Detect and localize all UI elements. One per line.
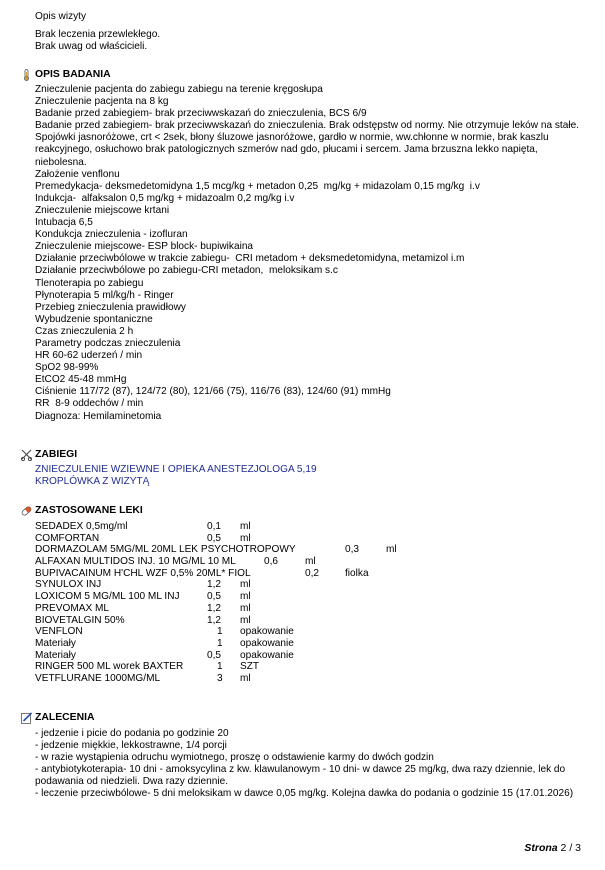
medication-row: [35, 615, 585, 627]
medication-unit: ml: [240, 614, 251, 626]
procedure-item: ZNIECZULENIE WZIEWNE I OPIEKA ANESTEZJOLOGA 5,19: [35, 464, 317, 475]
medication-name: VETFLURANE 1000MG/ML: [35, 672, 161, 684]
section-title-text: ZASTOSOWANE LEKI: [35, 505, 143, 516]
medication-qty: 0,5: [207, 532, 222, 544]
section-title-text: ZABIEGI: [35, 449, 78, 460]
medication-unit: ml: [240, 602, 251, 614]
visit-description-heading: Opis wizyty: [35, 11, 87, 22]
exam-line: Działanie przeciwbólowe w trakcie zabiegu- CRI metadom + deksmedetomidyna, metamizol i.m: [35, 253, 465, 265]
exam-line: Znieczulenie miejscowe krtani: [35, 204, 170, 216]
medication-qty: 1: [217, 626, 223, 638]
medication-name: Materiały: [35, 649, 76, 661]
scissors-icon: [21, 449, 32, 461]
section-zabiegi-title: [21, 449, 77, 461]
medication-name: RINGER 500 ML worek BAXTER: [35, 661, 184, 673]
exam-line: Przebieg znieczulenia prawidłowy: [35, 301, 186, 313]
exam-line: Ciśnienie 117/72 (87), 124/72 (80), 121/66 (75), 116/76 (83), 124/60 (91) mmHg: [35, 386, 391, 398]
medication-unit: ml: [240, 532, 251, 544]
page-separator: /: [569, 842, 573, 854]
recommendation-item: - antybiotykoterapia- 10 dni - amoksycylina z kw. klawulanowym - 10 dni- w dawce 25 mg/kg, dwa razy dziennie, lek do podawania od niedzieli. Dwa razy dziennie.: [35, 764, 566, 788]
pill-icon: [21, 505, 32, 517]
page-number: [524, 842, 581, 854]
procedure-item: KROPLÓWKA Z WIZYTĄ: [35, 476, 150, 488]
medication-row: [35, 568, 585, 580]
medication-unit: ml: [240, 672, 251, 684]
exam-line: Badanie przed zabiegiem- brak przeciwwskazań do znieczulenia, BCS 6/9: [35, 108, 367, 120]
medication-name: SEDADEX 0,5mg/ml: [35, 521, 128, 532]
recommendations-list: [35, 728, 585, 801]
exam-line: Diagnoza: Hemilaminetomia: [35, 410, 162, 422]
medication-row: [35, 673, 585, 685]
medication-unit: fiolka: [345, 567, 369, 579]
exam-description: [35, 84, 585, 423]
exam-line: Działanie przeciwbólowe po zabiegu-CRI metadon, meloksikam s.c: [35, 265, 338, 277]
medication-name: BIOVETALGIN 50%: [35, 614, 125, 626]
medication-row: [35, 579, 585, 591]
exam-line: Premedykacja- deksmedetomidyna 1,5 mcg/kg + metadon 0,25 mg/kg + midazolam 0,15 mg/kg i.v: [35, 180, 480, 192]
page-label: Strona: [524, 842, 558, 854]
pencil-note-icon: [21, 712, 32, 724]
medication-row: [35, 661, 585, 673]
section-title-text: OPIS BADANIA: [35, 69, 111, 80]
exam-line: Tlenoterapia po zabiegu: [35, 277, 144, 289]
medication-qty: 0,2: [305, 567, 320, 579]
medication-qty: 3: [217, 672, 223, 684]
visit-description-line: Brak leczenia przewlekłego.: [35, 29, 161, 41]
medication-row: [35, 521, 585, 533]
medication-qty: 0,3: [345, 544, 360, 556]
exam-line: EtCO2 45-48 mmHg: [35, 374, 127, 386]
exam-line: Znieczulenie pacjenta do zabiegu zabiegu na terenie kręgosłupa: [35, 84, 323, 95]
exam-line: Znieczulenie pacjenta na 8 kg: [35, 96, 169, 108]
recommendation-item: - jedzenie miękkie, lekkostrawne, 1/4 porcji: [35, 740, 227, 752]
exam-line: Płynoterapia 5 ml/kg/h - Ringer: [35, 289, 174, 301]
recommendation-item: - w razie wystąpienia odruchu wymiotnego, proszę o odstawienie karmy do dwóch godzin: [35, 752, 434, 764]
medication-unit: ml: [305, 556, 316, 568]
medication-qty: 0,1: [207, 521, 222, 532]
section-leki-title: [21, 505, 143, 517]
medication-row: [35, 638, 585, 650]
exam-line: Parametry podczas znieczulenia: [35, 337, 181, 349]
exam-line: Kondukcja znieczulenia - izofluran: [35, 229, 188, 241]
visit-description: [35, 11, 160, 53]
visit-description-line: Brak uwag od właścicieli.: [35, 41, 148, 53]
medication-unit: opakowanie: [240, 637, 294, 649]
section-zalecenia-title: [21, 712, 94, 724]
medication-name: DORMAZOLAM 5MG/ML 20ML LEK PSYCHOTROPOWY: [35, 544, 296, 556]
recommendation-item: - jedzenie i picie do podania po godzinie 20: [35, 728, 229, 739]
exam-line: RR 8-9 oddechów / min: [35, 398, 144, 410]
medication-name: BUPIVACAINUM H'CHL WZF 0,5% 20ML* FIOL: [35, 567, 251, 579]
exam-line-wrapped: Badanie przed zabiegiem- brak przeciwwskazań do znieczulenia. Brak odstępstw od normy. Nie otrzymuje leków na stałe. Spojówki jasnoróżowe, crt < 2sek, błony śluzowe jasnoróżowe, gardło w normie, ww.chłonne w normie, brak kaszlu reakcyjnego, osłuchowo brak patologicznych szmerów nad gdo, płucami i sercem. Jama brzuszna lekko napięta, niebolesna.: [35, 120, 580, 168]
medication-name: PREVOMAX ML: [35, 602, 110, 614]
medication-qty: 1: [217, 637, 223, 649]
medication-unit: SZT: [240, 661, 260, 673]
medication-qty: 0,5: [207, 591, 222, 603]
exam-line: Czas znieczulenia 2 h: [35, 325, 134, 337]
thermometer-icon: [21, 69, 32, 81]
medication-row: [35, 650, 585, 662]
exam-line: Założenie venflonu: [35, 168, 120, 180]
medication-name: COMFORTAN: [35, 532, 100, 544]
medication-row: [35, 544, 585, 556]
procedures-list: [35, 464, 585, 488]
medication-name: LOXICOM 5 MG/ML 100 ML INJ: [35, 591, 180, 603]
medication-name: ALFAXAN MULTIDOS INJ. 10 MG/ML 10 ML: [35, 556, 236, 568]
medication-qty: 1,2: [207, 602, 222, 614]
medication-qty: 1,2: [207, 579, 222, 591]
exam-line: Wybudzenie spontaniczne: [35, 313, 153, 325]
medication-unit: opakowanie: [240, 626, 294, 638]
exam-line: SpO2 98-99%: [35, 362, 99, 374]
medication-row: [35, 603, 585, 615]
section-title-text: ZALECENIA: [35, 712, 95, 723]
exam-line: Znieczulenie miejscowe- ESP block- bupiwikaina: [35, 241, 254, 253]
medication-name: Materiały: [35, 637, 76, 649]
medication-name: VENFLON: [35, 626, 83, 638]
page-total: 3: [575, 842, 581, 854]
exam-line: HR 60-62 uderzeń / min: [35, 350, 143, 362]
recommendation-item: - leczenie przeciwbólowe- 5 dni meloksikam w dawce 0,05 mg/kg. Kolejna dawka do podania o godzinie 15 (17.01.2026): [35, 788, 574, 800]
medication-row: [35, 533, 585, 545]
medication-unit: opakowanie: [240, 649, 294, 661]
page-current: 2: [560, 842, 567, 854]
medication-row: [35, 626, 585, 638]
medication-row: [35, 556, 585, 568]
medication-unit: ml: [240, 521, 251, 532]
medication-unit: ml: [240, 579, 251, 591]
medications-table: [35, 521, 585, 685]
exam-line: Indukcja- alfaksalon 0,5 mg/kg + midazoalm 0,2 mg/kg i.v: [35, 192, 295, 204]
medication-qty: 0,5: [207, 649, 222, 661]
medication-qty: 1: [217, 661, 223, 673]
medication-qty: 0,6: [264, 556, 279, 568]
medication-unit: ml: [240, 591, 251, 603]
exam-line: Intubacja 6,5: [35, 217, 93, 229]
section-opis-badania-title: [21, 69, 111, 81]
medication-name: SYNULOX INJ: [35, 579, 102, 591]
medication-unit: ml: [386, 544, 397, 556]
medication-row: [35, 591, 585, 603]
medication-qty: 1,2: [207, 614, 222, 626]
